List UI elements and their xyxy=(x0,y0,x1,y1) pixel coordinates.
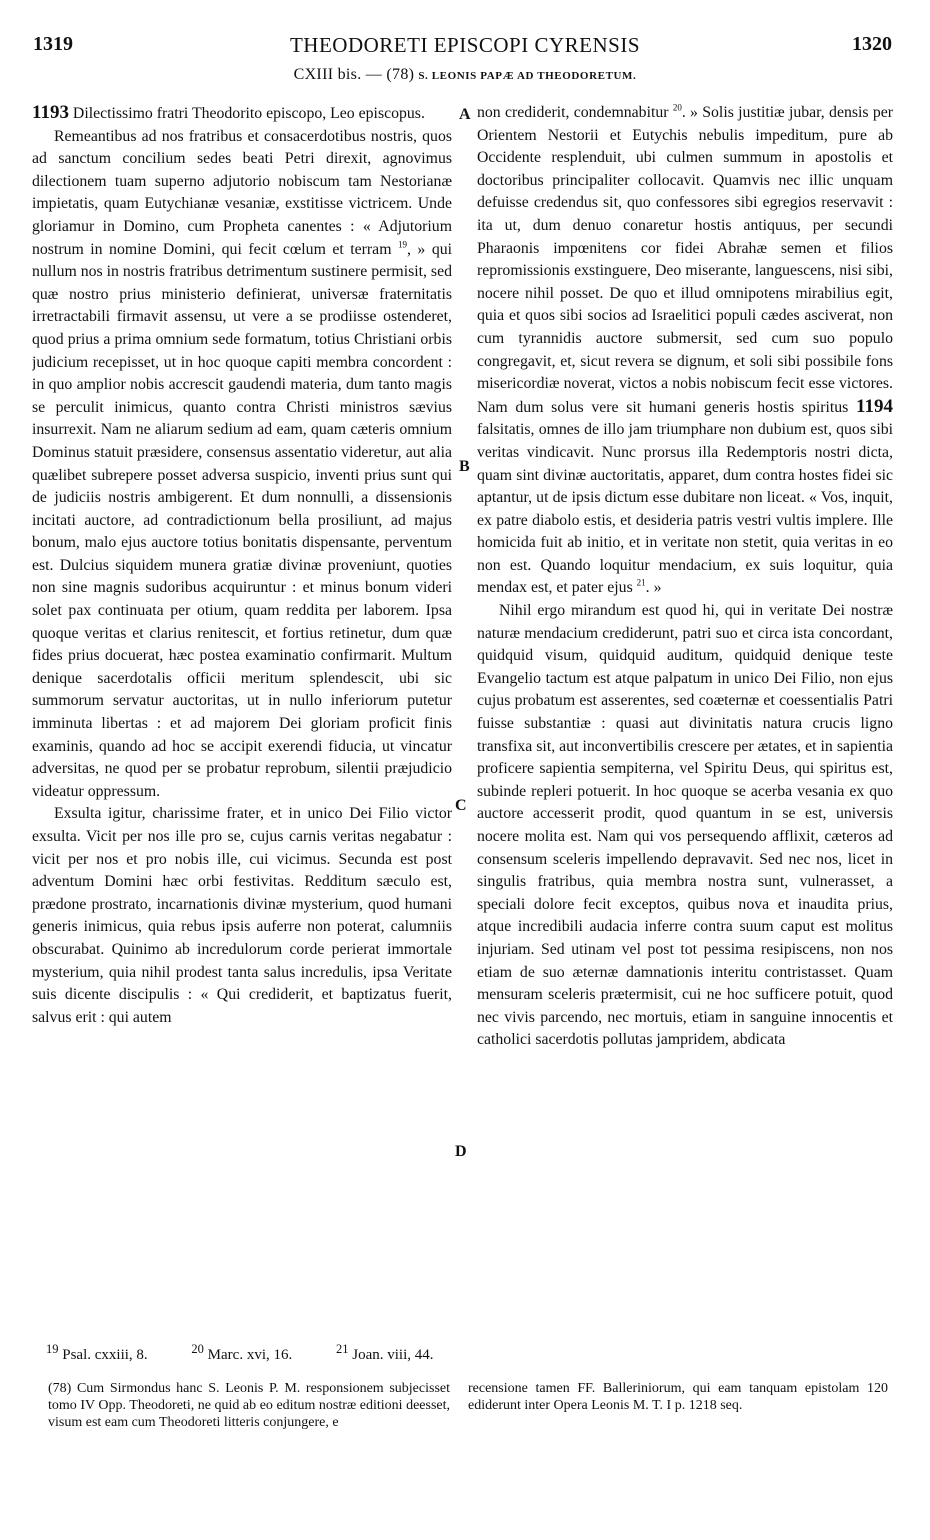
paragraph xyxy=(477,102,893,600)
footnote-text: Marc. xvi, 16. xyxy=(207,1347,293,1363)
paragraph xyxy=(32,803,452,1029)
page-number-right: 1320 xyxy=(852,33,892,55)
left-column xyxy=(32,102,452,1328)
margin-letter-a: A xyxy=(459,106,471,123)
paragraph-text: Remeantibus ad nos fratribus et consacerdotibus nostris, quos ad sanctum concilium sedes beati Petri direxit, agnovimus dilectionem tuam superno adjutorio nobiscum tam Nestorianæ impietatis, quam Eutychianæ vesaniæ, exstitisse victricem. Unde gloriamur in Domino, cum Propheta canentes : « Adjutorium nostrum in nomine Domini, qui fecit cœlum et terram xyxy=(32,127,452,258)
letter-title: S. LEONIS PAPÆ AD THEODORETUM. xyxy=(418,70,637,82)
right-column xyxy=(477,102,893,1328)
editor-note-left: (78) Cum Sirmondus hanc S. Leonis P. M. responsionem subjecisset tomo IV Opp. Theodoreti, ne quid ab eo editum nostræ editioni deesset, visum est eam cum Theodoreti litteris conjungere, e xyxy=(48,1381,450,1430)
editor-note-right: recensione tamen FF. Balleriniorum, qui eam tanquam epistolam 120 ediderunt inter Opera Leonis M. T. I p. 1218 seq. xyxy=(468,1381,888,1413)
paragraph-text: non crediderit, condemnabitur xyxy=(477,104,669,121)
footnote xyxy=(336,1342,454,1363)
letter-number: CXIII bis. — (78) xyxy=(293,66,415,83)
paragraph-text: . » xyxy=(645,579,662,597)
paragraph-text: falsitatis, omnes de illo jam triumphare non dubium est, quos sibi veritas vindicavit. Nunc prorsus illa Redemptoris nostri dicta, quam sint divinæ auctoritatis, apparet, dum contra hostes fidei sic aptantur, ut de ipsis dictum esse dubitare non liceat. « Vos, inquit, ex patre diabolo estis, et desideria patris vestri vultis implere. Ille homicida fuit ab initio, et in veritate non stetit, quia veritas in eo non est. Quando loquitur mendacium, ex suis loquitur, quia mendax est, et pater ejus xyxy=(477,421,893,597)
column-marker: 1194 xyxy=(856,395,893,417)
footnote-ref: 19 xyxy=(397,239,407,250)
footnote-text: Psal. cxxiii, 8. xyxy=(62,1347,148,1363)
page-number-left: 1319 xyxy=(33,33,73,55)
margin-letter-b: B xyxy=(459,458,470,475)
margin-letter-d: D xyxy=(455,1143,467,1160)
column-marker: 1193 xyxy=(32,102,69,123)
footnote-number: 21 xyxy=(336,1342,349,1356)
paragraph-text: . » Solis justitiæ jubar, densis per Orientem Nestorii et Eutychis nebulis impeditum, pure ab Occidente resplenduit, ubi culmen summum in apostolis et doctoribus principaliter collocavit. Quamvis nec illic unquam defuisse credendus sit, quo confessores sibi egregios reservavit : ita ut, dum denuo conaretur hostis antiquus, per secundi Pharaonis impœnitens cor fidei Abrahæ semen et filios repromissionis exstinguere, Deo miserante, languescens, nisi sibi, nocere nihil posset. De quo et illud omnipotens mirabilius egit, quia et quos sibi socios ad Israelitici populi cædes asciverat, non cum tyrannidis auctore submersit, sed cum suo populo congregavit, et, sicut revera se dignum, et soli sibi possibile fons misericordiæ noverat, victos a nobis nobiscum fecit esse victores. Nam dum solus vere sit humani generis hostis spiritus xyxy=(477,104,893,416)
footnote xyxy=(46,1342,168,1363)
footnote-number: 20 xyxy=(191,1342,204,1356)
margin-letter-c: C xyxy=(455,797,467,814)
footnote-text: Joan. viii, 44. xyxy=(352,1347,434,1363)
letter-heading xyxy=(0,66,930,84)
paragraph-text: Exsulta igitur, charissime frater, et in unico Dei Filio victor exsulta. Vicit per nos ille pro se, cujus carnis veritas negabatur : vicit per nos et pro nobis ille, cui vicimus. Secunda est post adventum Domini hæc orbi festivitas. Redditum sæculo est, prædone prostrato, incarnationis divinæ mysterium, quod humani generis inimicus, quia rebus ipsis auferre non poterat, calumniis obscurabat. Quinimo ab incredulorum corde perierat immortale mysterium, quia nihil prodest tanta salus incredulis, ipsa Veritate suis dicente discipulis : « Qui crediderit, et baptizatus fuerit, salvus erit : qui autem xyxy=(32,805,452,1026)
page-title: THEODORETI EPISCOPI CYRENSIS xyxy=(289,33,641,57)
salutation xyxy=(32,102,452,126)
paragraph-text: , » qui nullum nos in nostris fratribus detrimentum sustinere permisit, sed quæ nostro prius ministerio definierat, universæ fraternitatis irretractabili firmavit assensu, ut vere a se prodiisse ostenderet, quod prius a prima omnium sede formatum, totius Christiani orbis judicium recepisset, ut in hoc quoque capiti membra concordent : in quo amplior nobis accrescit gaudendi materia, dum tanto magis se perculit inimicus, quanto contra Christi ministros sævius insurrexit. Nam ne aliarum sedium ad eam, quam cæteris omnium Dominus statuit præsidere, consensus assentatio videretur, aut alia quælibet subrepere posset adversa suspicio, inventi prius sunt qui de judiciis nostris ambigerent. Et dum nonnulli, a dissensionis incitati auctore, ad contradictionum bella prosiliunt, ad majus bonum, malo ejus auctore totius bonitatis dispensante, perventum est. Dulcius siquidem munera gratiæ divinæ proveniunt, quoties non sine magnis sudoribus acquiruntur : et minus bonum videri solet pax continuata per otium, quam reddita per laborem. Ipsa quoque veritas et clarius renitescit, et fortius retinetur, dum quæ fides prius docuerat, hæc postea examinatio confirmarit. Multum denique sacerdotalis officii meritum splendescit, ubi sic summorum servatur auctoritas, ut in nullo inferiorum putetur imminuta libertas : et ad majorem Dei gloriam proficit finis examinis, quando ad hoc se accipit exerendi fiducia, ut vincatur adversitas, ne quod per se probatur reprobum, silentii præjudicio videatur oppressum. xyxy=(32,240,452,800)
footnote-ref: 21 xyxy=(636,578,646,589)
paragraph xyxy=(477,600,893,1052)
running-head xyxy=(0,33,930,63)
footnote-references xyxy=(46,1342,906,1364)
paragraph xyxy=(32,126,452,804)
paragraph-text: Nihil ergo mirandum est quod hi, qui in veritate Dei nostræ naturæ mendacium crediderunt, patri suo et circa ista concordant, quidquid visum, quidquid auditum, quidquid denique teste Evangelio tactum est atque palpatum in unico Dei Filio, non ejus cujus probatum est asserentes, sed coæternæ et coessentialis Patri fuisse substantiæ : quasi aut divinitatis natura crucis ligno transfixa sit, aut inconvertibilis crescere per ætates, et in sapientia proficere sapientia sempiterna, vel Spiritu Deus, qui spiritus est, subinde repleri potuerit. In hoc quoque se acerba vesania ex quo auctore accesserit prodit, quod quantum in se est, universis nocere molita est. Nam qui vos persequendo afflixit, cæteros ad consensum sceleris impellendo depravavit. Sed nec nos, licet in singulis fratribus, quia membra nostra sunt, vulnerasset, a speciali dolore fecit exceptos, quibus nova et inaudita prius, atque incredibili audacia inferre contra suum caput est molitus injuriam. Sed utinam vel post tot pessima resipiscens, non nos etiam de suo æternæ damnationis interitu contristasset. Quam mensuram sceleris prætermisit, cui ne hoc sufficere potuit, quod nec vivis parcendo, nec mortuis, etiam in sanguine innocentis et catholici sacerdotis pollutas jampridem, abdicata xyxy=(477,602,893,1049)
salutation-text: Dilectissimo fratri Theodorito episcopo, Leo episcopus. xyxy=(72,105,425,122)
footnote-number: 19 xyxy=(46,1342,59,1356)
footnote xyxy=(191,1342,312,1363)
footnote-ref: 20 xyxy=(672,102,682,113)
